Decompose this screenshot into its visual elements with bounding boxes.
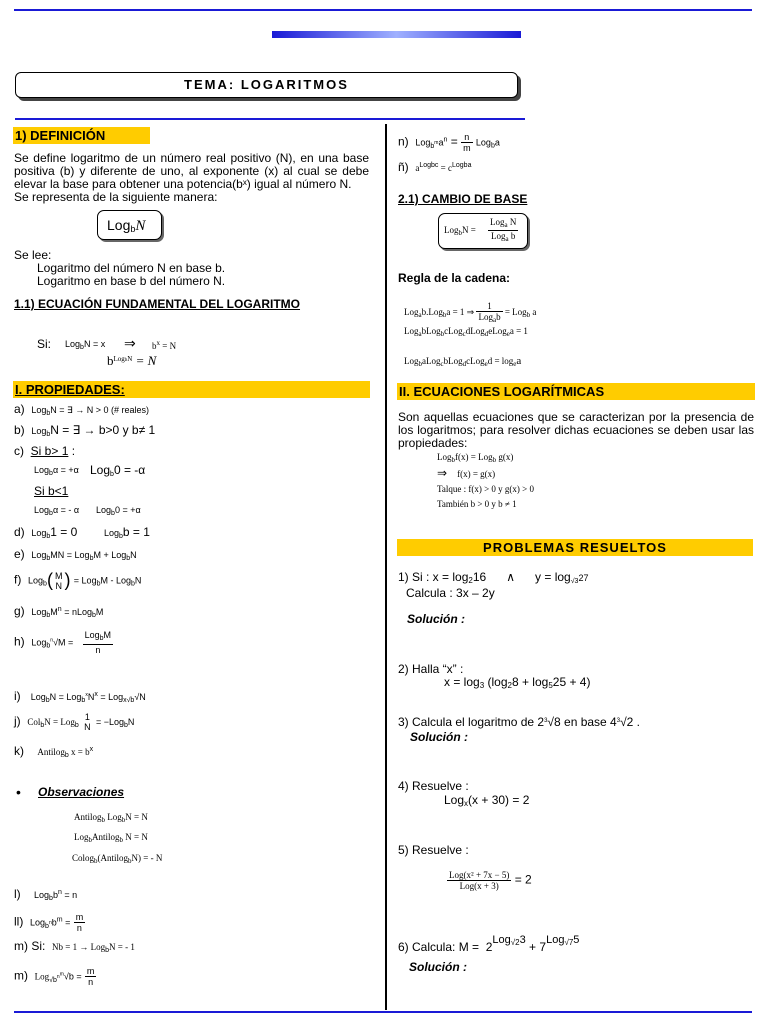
solution-label-1: Solución :	[407, 612, 465, 626]
prop-a: a) Log$_b$N = ∃ → N > 0 (# reales)	[14, 402, 149, 417]
prop-c: c) Si b> 1 :	[14, 444, 76, 458]
prop-m-si: m) Si: Nb = 1 → Log$_b$N = - 1	[14, 939, 135, 954]
implies-arrow: ⇒	[124, 335, 136, 351]
prop-e: e) Log$_b$MN = Log$_b$M + Log$_b$N	[14, 547, 137, 562]
se-lee-2: Logaritmo en base b del número N.	[37, 274, 226, 288]
se-lee-label: Se lee:	[14, 248, 52, 262]
section-ecuacion-fundamental: 1.1) ECUACIÓN FUNDAMENTAL DEL LOGARITMO	[14, 297, 301, 311]
prop-h: h) Log$_b^n$√M = $\frac{Log_bM}{n}$	[14, 630, 112, 655]
problem-2: 2) Halla “x” :	[398, 662, 464, 676]
prop-d: d) Log$_b$1 = 0 Log$_b$b = 1	[14, 525, 150, 540]
problem-3: 3) Calcula el logaritmo de $2^3√8$ en base $4^3√2$ .	[398, 715, 641, 729]
solution-label-6: Solución :	[409, 960, 467, 974]
obs-1: Antilog$_b$ Log$_b$N = N	[74, 812, 148, 824]
prop-b: b) Log$_b$N = ∃ → b>0 y b≠ 1	[14, 423, 156, 438]
prop-ll: ll) $Log_{b^n}b^m$ = $\frac{m}{n}$	[14, 912, 84, 933]
prop-f: f) Log$_b$( M N ) = Log$_b$M - Log$_b$N	[14, 570, 142, 591]
problem-5: 5) Resuelve :	[398, 843, 469, 857]
problem-5-eq: $\frac{\text{Log(x² + 7x − 5)}}{\text{Log(x + 3)}}$ = 2	[449, 870, 532, 891]
definition-text: Se define logaritmo de un número real positivo (N), en una base positiva (b) y diferente de uno, al exponente (x) al cual se debe elevar la base para obtener una potencia(bˣ) igual al número N. Se representa de la siguiente manera:	[14, 151, 369, 204]
prop-c-3: Log$_b$α = - α	[34, 505, 80, 517]
title-underline	[15, 118, 525, 120]
section-cambio-base: 2.1) CAMBIO DE BASE	[398, 192, 528, 206]
prop-c-si-b-menor: Si b<1	[34, 484, 69, 498]
ecuaciones-text: Son aquellas ecuaciones que se caracterizan por la presencia de los logaritmos; para resolver dichas ecuaciones se deben usar las propiedades:	[398, 410, 754, 450]
obs-2: Log$_b$Antilog$_b$ N = N	[74, 832, 148, 844]
problem-6: 6) Calcula: $M = 2^{Log_{√2}3} + 7^{Log_{√7}5}$	[398, 934, 580, 954]
obs-3: Colog$_b$(Antilog$_b$N) = - N	[72, 853, 163, 865]
eq-rule-4: También b > 0 y b ≠ 1	[437, 499, 517, 509]
prop-j: j) Col$_b$N = Log$_b$ 1 N = −Log$_b$N	[14, 712, 135, 732]
eq-rule-2: ⇒ f(x) = g(x)	[437, 466, 496, 480]
column-divider	[385, 124, 387, 1010]
log-notation-box: Log$_b$N	[97, 210, 162, 240]
section-ecuaciones-header: II. ECUACIONES LOGARÍTMICAS	[397, 383, 755, 400]
prop-c-2: Log$_b$0 = -α	[90, 463, 146, 478]
prop-m: m) Log$_{√b^n}^m$√b = $\frac{m}{n}$	[14, 966, 95, 987]
top-rule	[14, 9, 752, 11]
prop-k: k) Antilog$_b$ $x = b^x$	[14, 744, 94, 759]
problem-1-calc: Calcula : 3x – 2y	[406, 586, 495, 600]
top-gradient-bar	[272, 31, 521, 38]
problem-4-eq: Log$_x$(x + 30) = 2	[444, 793, 530, 808]
problem-1: 1) Si : $x = \log_216$ ∧ $y = \log_{√3}27$	[398, 570, 589, 585]
eq-rule-3: Talque : f(x) > 0 y g(x) > 0	[437, 484, 534, 494]
si-equation-1: Log$_b$N = x	[65, 339, 106, 351]
problem-2-eq: $x = \log_3 (\log_28 + \log_525 + 4)$	[444, 675, 591, 690]
prop-c-1: Log$_b$α = +α	[34, 465, 79, 477]
prop-c-4: Log$_b$0 = +α	[96, 505, 141, 517]
change-of-base-box: Log$_b$N = $\frac{Log_a N}{Log_a b}$	[438, 213, 528, 249]
se-lee-1: Logaritmo del número N en base b.	[37, 261, 226, 275]
section-definicion-header: 1) DEFINICIÓN	[13, 127, 150, 144]
observaciones-heading: Observaciones	[38, 785, 125, 799]
page-title: TEMA: LOGARITMOS	[15, 72, 518, 98]
problem-4: 4) Resuelve :	[398, 779, 469, 793]
section-problemas-header: PROBLEMAS RESUELTOS	[397, 539, 753, 556]
prop-i: i) $Log_bN = Log_b^xN^x = Log_{x√b}√N$	[14, 689, 146, 704]
chain-rule-3: Log$_b$aLog$_c$bLog$_d$cLog$_e$d = $\log_ea$	[404, 355, 522, 368]
si-equation-2: $b^x = N$	[152, 339, 177, 351]
prop-enye: ñ) $a^{Logbc} = c^{Logba}$	[398, 160, 472, 174]
bottom-rule	[14, 1011, 752, 1013]
eq-rule-1: Log$_b$f(x) = Log$_b$ g(x)	[437, 452, 514, 464]
solution-label-3: Solución :	[410, 730, 468, 744]
bullet-icon: •	[16, 784, 21, 800]
prop-n: n) $Log_{b^m}a^n$ = $\frac{n}{m}$ Log$_b$a	[398, 132, 500, 153]
section-propiedades-header: I. PROPIEDADES:	[13, 381, 370, 398]
si-label: Si:	[37, 337, 52, 351]
fundamental-identity: $b^{LogbN} = N$	[107, 353, 157, 368]
prop-l: l) $Log_bb^n = n$	[14, 887, 78, 902]
regla-cadena-heading: Regla de la cadena:	[398, 271, 511, 285]
chain-rule-2: Log$_a$bLog$_b$cLog$_c$dLog$_d$eLog$_e$a = 1	[404, 326, 528, 338]
prop-g: g) $Log_bM^n$ = nLog$_b$M	[14, 604, 104, 619]
chain-rule-1: Log$_a$b.Log$_b$a = 1 ⇒ $\frac{1}{Log_ab}$ = Log$_b$ a	[404, 301, 537, 324]
